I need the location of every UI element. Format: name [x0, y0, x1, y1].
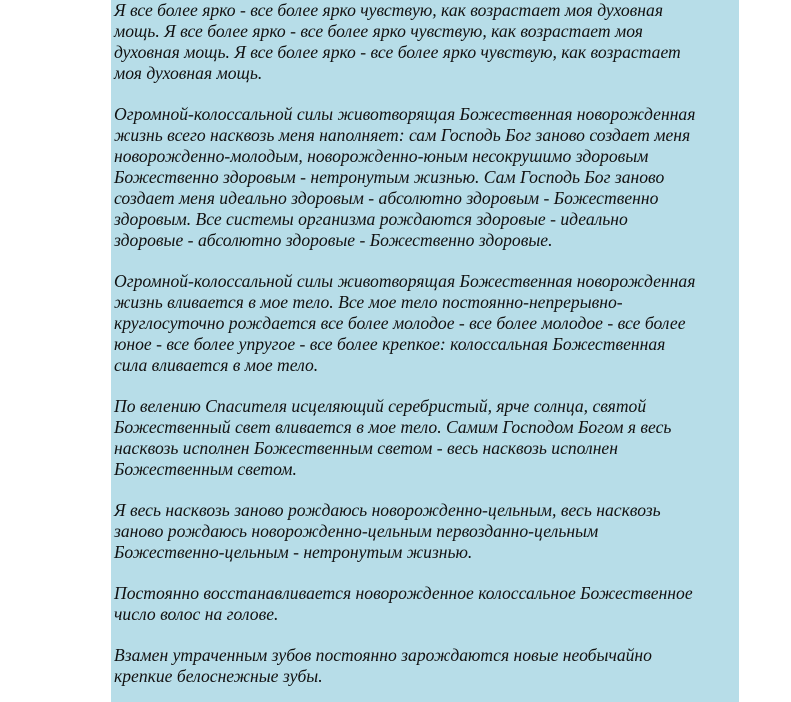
- paragraph: [114, 271, 739, 376]
- text-line: духовная мощь. Я все более ярко - все более ярко чувствую, как возрастает: [114, 42, 681, 62]
- text-line: насквозь исполнен Божественным светом - весь насквозь исполнен: [114, 438, 618, 458]
- text-line: заново рождаюсь новорожденно-цельным первозданно-цельным: [114, 521, 599, 541]
- text-line: мощь. Я все более ярко - все более ярко чувствую, как возрастает моя: [114, 21, 643, 41]
- text-line: Взамен утраченным зубов постоянно зарождаются новые необычайно: [114, 645, 652, 665]
- paragraph: [114, 583, 739, 625]
- text-line: Я все более ярко - все более ярко чувствую, как возрастает моя духовная: [114, 0, 664, 20]
- text-line: Я весь насквозь заново рождаюсь новорожденно-цельным, весь насквозь: [114, 500, 661, 520]
- text-line: Постоянно восстанавливается новорожденное колоссальное Божественное: [114, 583, 693, 603]
- paragraph: [114, 396, 739, 480]
- text-line: жизнь всего насквозь меня наполняет: сам Господь Бог заново создает меня: [114, 125, 691, 145]
- text-line: юное - все более упругое - все более крепкое: колоссальная Божественная: [114, 334, 666, 354]
- text-line: Огромной-колоссальной силы животворящая Божественная новорожденная: [114, 104, 696, 124]
- text-line: Божественно-цельным - нетронутым жизнью.: [114, 542, 473, 562]
- text-line: По велению Спасителя исцеляющий серебристый, ярче солнца, святой: [114, 396, 647, 416]
- paragraph: [114, 500, 739, 563]
- text-line: создает меня идеально здоровым - абсолютно здоровым - Божественно: [114, 188, 659, 208]
- text-line: Божественно здоровым - нетронутым жизнью. Сам Господь Бог заново: [114, 167, 665, 187]
- text-line: Божественным светом.: [114, 459, 297, 479]
- paragraph: [114, 645, 739, 687]
- text-line: число волос на голове.: [114, 604, 279, 624]
- text-block: [111, 0, 739, 702]
- text-line: сила вливается в мое тело.: [114, 355, 319, 375]
- text-line: Божественный свет вливается в мое тело. Самим Господом Богом я весь: [114, 417, 672, 437]
- text-line: жизнь вливается в мое тело. Все мое тело постоянно-непрерывно-: [114, 292, 623, 312]
- text-line: круглосуточно рождается все более молодое - все более молодое - все более: [114, 313, 686, 333]
- text-line: здоровым. Все системы организма рождаются здоровые - идеально: [114, 209, 628, 229]
- text-line: крепкие белоснежные зубы.: [114, 666, 323, 686]
- text-line: новорожденно-молодым, новорожденно-юным несокрушимо здоровым: [114, 146, 649, 166]
- text-line: здоровые - абсолютно здоровые - Божественно здоровые.: [114, 230, 553, 250]
- paragraph: [114, 104, 739, 251]
- paragraph: [114, 0, 739, 84]
- text-line: Огромной-колоссальной силы животворящая Божественная новорожденная: [114, 271, 696, 291]
- text-line: моя духовная мощь.: [114, 63, 263, 83]
